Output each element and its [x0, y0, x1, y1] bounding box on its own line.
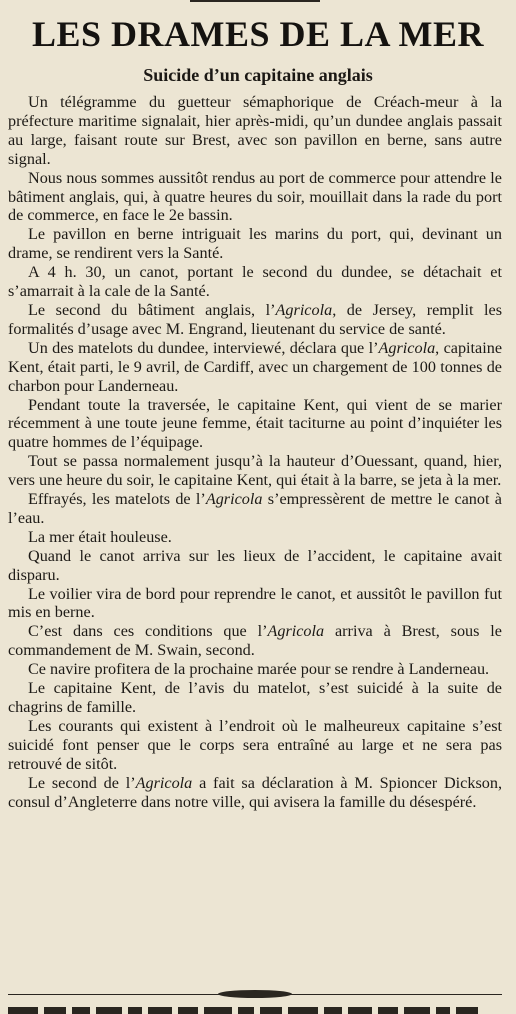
article-paragraph: Le capitaine Kent, de l’avis du matelot, s’est suicidé à la suite de chagrins de famille. [8, 679, 502, 716]
article-paragraph: Le pavillon en berne intriguait les marins du port, qui, devinant un drame, se rendirent vers la Santé. [8, 225, 502, 263]
ship-name: Agricola [275, 300, 333, 319]
rule-ornament [218, 990, 292, 998]
article-paragraph: La mer était houleuse. [28, 527, 172, 546]
article-body [8, 93, 502, 811]
ship-name: Agricola [205, 490, 263, 509]
article-paragraph: Ce navire profitera de la prochaine marée pour se rendre à Landerneau. [28, 660, 490, 679]
article-headline: LES DRAMES DE LA MER [31, 14, 485, 54]
article-paragraph: Les courants qui existent à l’endroit où le malheureux capitaine s’est suicidé font penser que le corps sera entraîné au large et ne sera pas retrouvé de sitôt. [8, 716, 502, 773]
article-paragraph: Nous nous sommes aussitôt rendus au port de commerce pour attendre le bâtiment anglais, qui, à quatre heures du soir, mouillait dans la rade du port de commerce, en face le 2e bassin. [8, 168, 502, 225]
article-paragraph: C’est dans ces conditions que l’Agricola arriva à Brest, sous le commandement de M. Swain, second. [8, 622, 502, 660]
article-paragraph: Un télégramme du guetteur sémaphorique de Créach-meur à la préfecture maritime signalait, hier après-midi, qu’un dundee anglais passait au large, faisant route sur Brest, avec son pavillon en berne, sans autre signal. [8, 93, 502, 168]
next-article-headline-cropped [8, 1004, 502, 1014]
article-paragraph: Pendant toute la traversée, le capitaine Kent, qui vient de se marier récemment à une toute jeune femme, était taciturne au point d’inquiéter les quatre hommes de l’équipage. [8, 395, 502, 452]
ship-name: Agricola [378, 338, 436, 357]
article-paragraph: Effrayés, les matelots de l’Agricola s’empressèrent de mettre le canot à l’eau. [8, 490, 502, 527]
ship-name: Agricola [135, 773, 193, 792]
article-paragraph: Un des matelots du dundee, interviewé, déclara que l’Agricola, capitaine Kent, était parti, le 9 avril, de Cardiff, avec un chargement de 100 tonnes de charbon pour Landerneau. [8, 338, 503, 395]
top-ornamental-rule [190, 0, 320, 6]
article-paragraph: Le voilier vira de bord pour reprendre le canot, et aussitôt le pavillon fut mis en berne. [8, 584, 502, 622]
article-paragraph: Quand le canot arriva sur les lieux de l’accident, le capitaine avait disparu. [8, 546, 502, 584]
article-paragraph: Le second du bâtiment anglais, l’Agricola, de Jersey, remplit les formalités d’usage avec M. Engrand, lieutenant du service de santé. [8, 300, 503, 338]
article-paragraph: Tout se passa normalement jusqu’à la hauteur d’Ouessant, quand, hier, vers une heure du soir, le capitaine Kent, qui était à la barre, se jeta à la mer. [8, 452, 502, 490]
article-paragraph: A 4 h. 30, un canot, portant le second du dundee, se détachait et s’amarrait à la cale de la Santé. [8, 263, 502, 301]
article-subheadline: Suicide d’un capitaine anglais [143, 65, 373, 85]
ship-name: Agricola [267, 622, 325, 641]
bottom-ornamental-rule [8, 990, 502, 1000]
article-paragraph: Le second de l’Agricola a fait sa déclaration à M. Spioncer Dickson, consul d’Angleterre dans notre ville, qui avisera la famille du désespéré. [8, 773, 502, 811]
